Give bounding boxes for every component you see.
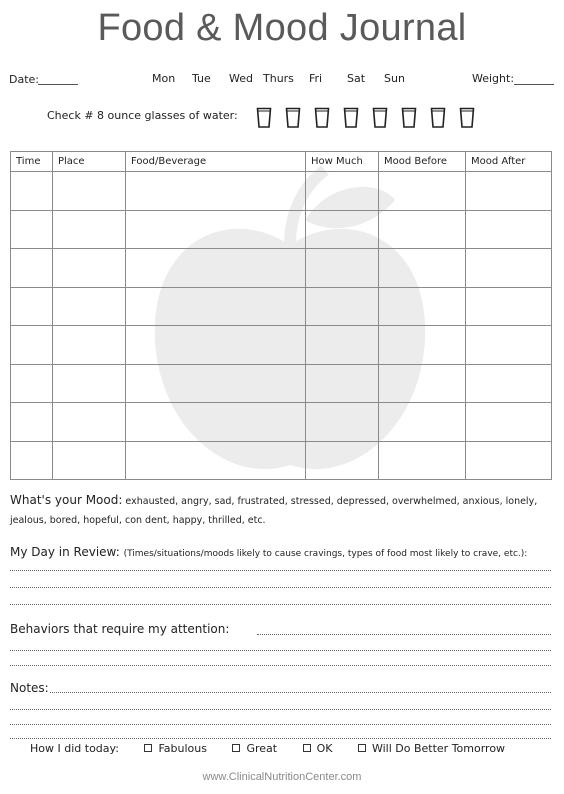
behaviors-line-2[interactable] bbox=[10, 650, 551, 651]
table-cell[interactable] bbox=[306, 326, 379, 365]
table-cell[interactable] bbox=[466, 210, 552, 249]
notes-line-1[interactable] bbox=[50, 692, 551, 693]
table-row bbox=[11, 287, 552, 326]
table-cell[interactable] bbox=[126, 326, 306, 365]
rating-option-great[interactable] bbox=[232, 742, 277, 755]
checkbox[interactable] bbox=[358, 744, 366, 752]
table-cell[interactable] bbox=[53, 326, 126, 365]
table-row bbox=[11, 172, 552, 211]
table-cell[interactable] bbox=[306, 210, 379, 249]
day-fri[interactable]: Fri bbox=[309, 72, 323, 85]
day-wed[interactable]: Wed bbox=[229, 72, 253, 85]
water-glass-checkbox[interactable] bbox=[314, 107, 330, 129]
table-row bbox=[11, 403, 552, 442]
notes-line-4[interactable] bbox=[10, 738, 551, 739]
column-header-time: Time bbox=[11, 152, 53, 172]
mood-title: What's your Mood: bbox=[10, 493, 123, 507]
table-cell[interactable] bbox=[306, 441, 379, 480]
mood-section bbox=[10, 491, 554, 530]
table-cell[interactable] bbox=[126, 403, 306, 442]
table-cell[interactable] bbox=[306, 364, 379, 403]
table-row bbox=[11, 364, 552, 403]
table-cell[interactable] bbox=[53, 210, 126, 249]
table-cell[interactable] bbox=[466, 403, 552, 442]
table-cell[interactable] bbox=[126, 249, 306, 288]
water-glass-checkbox[interactable] bbox=[343, 107, 359, 129]
weight-label: Weight: bbox=[472, 72, 515, 85]
weight-field[interactable] bbox=[514, 84, 554, 85]
table-cell[interactable] bbox=[126, 287, 306, 326]
option-label: Great bbox=[246, 742, 278, 755]
table-cell[interactable] bbox=[466, 364, 552, 403]
table-cell[interactable] bbox=[466, 287, 552, 326]
day-thurs[interactable]: Thurs bbox=[263, 72, 294, 85]
day-review-line-1[interactable] bbox=[10, 570, 551, 571]
notes-line-3[interactable] bbox=[10, 724, 551, 725]
table-cell[interactable] bbox=[11, 287, 53, 326]
table-cell[interactable] bbox=[53, 441, 126, 480]
water-glass-checkbox[interactable] bbox=[459, 107, 475, 129]
table-cell[interactable] bbox=[379, 172, 466, 211]
table-cell[interactable] bbox=[466, 326, 552, 365]
table-cell[interactable] bbox=[11, 403, 53, 442]
table-cell[interactable] bbox=[11, 326, 53, 365]
water-glass-checkbox[interactable] bbox=[430, 107, 446, 129]
table-cell[interactable] bbox=[306, 172, 379, 211]
table-cell[interactable] bbox=[466, 172, 552, 211]
table-cell[interactable] bbox=[126, 441, 306, 480]
day-mon[interactable]: Mon bbox=[152, 72, 176, 85]
table-cell[interactable] bbox=[53, 172, 126, 211]
notes-title: Notes: bbox=[10, 681, 49, 695]
table-cell[interactable] bbox=[379, 364, 466, 403]
day-review-line-3[interactable] bbox=[10, 604, 551, 605]
table-cell[interactable] bbox=[126, 172, 306, 211]
table-cell[interactable] bbox=[306, 403, 379, 442]
table-cell[interactable] bbox=[466, 441, 552, 480]
date-label: Date: bbox=[9, 73, 39, 86]
table-cell[interactable] bbox=[53, 364, 126, 403]
table-cell[interactable] bbox=[11, 364, 53, 403]
option-label: OK bbox=[316, 742, 333, 755]
day-sat[interactable]: Sat bbox=[347, 72, 366, 85]
day-review-line-2[interactable] bbox=[10, 587, 551, 588]
table-cell[interactable] bbox=[11, 210, 53, 249]
table-row bbox=[11, 249, 552, 288]
table-header-row bbox=[11, 152, 552, 172]
day-sun[interactable]: Sun bbox=[384, 72, 405, 85]
footer-url: www.ClinicalNutritionCenter.com bbox=[202, 771, 362, 783]
table-cell[interactable] bbox=[379, 441, 466, 480]
table-cell[interactable] bbox=[126, 210, 306, 249]
table-cell[interactable] bbox=[11, 441, 53, 480]
table-cell[interactable] bbox=[379, 287, 466, 326]
table-cell[interactable] bbox=[53, 249, 126, 288]
water-glass-checkbox[interactable] bbox=[401, 107, 417, 129]
page-title: Food & Mood Journal bbox=[97, 7, 467, 49]
table-cell[interactable] bbox=[466, 249, 552, 288]
table-cell[interactable] bbox=[379, 403, 466, 442]
day-tue[interactable]: Tue bbox=[192, 72, 211, 85]
table-cell[interactable] bbox=[306, 249, 379, 288]
behaviors-title: Behaviors that require my attention: bbox=[10, 622, 230, 636]
mood-list: exhausted, angry, sad, frustrated, stressed, depressed, overwhelmed, anxious, lonely, jealous, bored, hopeful, con dent, happy, thrilled, etc. bbox=[10, 496, 538, 526]
table-cell[interactable] bbox=[11, 172, 53, 211]
day-review-hint: (Times/situations/moods likely to cause cravings, types of food most likely to crave, etc.): bbox=[123, 549, 528, 559]
water-glass-checkbox[interactable] bbox=[256, 107, 272, 129]
food-log-table bbox=[10, 151, 552, 480]
table-cell[interactable] bbox=[379, 210, 466, 249]
water-glass-checkbox[interactable] bbox=[285, 107, 301, 129]
day-review-title: My Day in Review: bbox=[10, 545, 120, 559]
behaviors-line-1[interactable] bbox=[257, 634, 551, 635]
column-header-food: Food/Beverage bbox=[126, 152, 306, 172]
behaviors-line-3[interactable] bbox=[10, 665, 551, 666]
notes-line-2[interactable] bbox=[10, 709, 551, 710]
table-cell[interactable] bbox=[11, 249, 53, 288]
rating-option-ok[interactable] bbox=[303, 742, 333, 755]
rating-option-better-tomorrow[interactable] bbox=[358, 742, 505, 755]
rating-label: How I did today: bbox=[30, 742, 119, 755]
date-field[interactable] bbox=[38, 84, 78, 85]
checkbox[interactable] bbox=[232, 744, 240, 752]
daily-rating bbox=[30, 742, 505, 755]
table-cell[interactable] bbox=[126, 364, 306, 403]
table-row bbox=[11, 210, 552, 249]
table-cell[interactable] bbox=[379, 326, 466, 365]
checkbox[interactable] bbox=[144, 744, 152, 752]
option-label: Will Do Better Tomorrow bbox=[371, 742, 506, 755]
water-glass-checkbox[interactable] bbox=[372, 107, 388, 129]
rating-option-fabulous[interactable] bbox=[144, 742, 207, 755]
option-label: Fabulous bbox=[158, 742, 207, 755]
column-header-how-much: How Much bbox=[306, 152, 379, 172]
table-row bbox=[11, 326, 552, 365]
table-cell[interactable] bbox=[379, 249, 466, 288]
column-header-place: Place bbox=[53, 152, 126, 172]
table-cell[interactable] bbox=[53, 403, 126, 442]
water-label: Check # 8 ounce glasses of water: bbox=[47, 109, 238, 122]
day-review-section bbox=[10, 545, 527, 559]
column-header-mood-before: Mood Before bbox=[379, 152, 466, 172]
column-header-mood-after: Mood After bbox=[466, 152, 552, 172]
table-cell[interactable] bbox=[306, 287, 379, 326]
checkbox[interactable] bbox=[303, 744, 311, 752]
table-row bbox=[11, 441, 552, 480]
table-cell[interactable] bbox=[53, 287, 126, 326]
